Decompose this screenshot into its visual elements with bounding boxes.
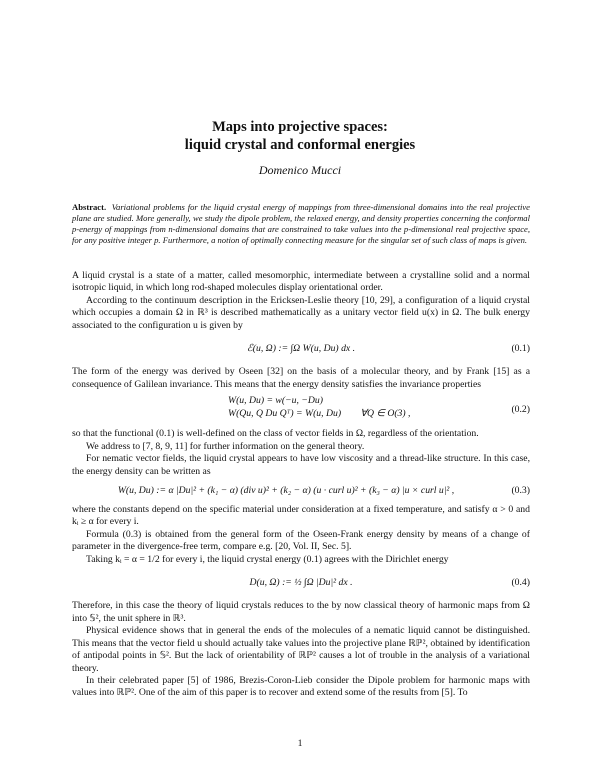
paragraph-3: The form of the energy was derived by Oseen [32] on the basis of a molecular theory, and by Frank [15] as a consequence of Galilean invariance. This means that the energy density satisfies the invariance properties — [72, 366, 530, 390]
paragraph-10: Therefore, in this case the theory of liquid crystals reduces to the by now classical theory of harmonic maps from Ω into 𝕊², the unit sphere in ℝ³. — [72, 600, 530, 624]
paragraph-5: We address to [7, 8, 9, 11] for further information on the general theory. — [86, 440, 365, 452]
equation-0-3-number: (0.3) — [511, 484, 530, 496]
paragraph-9: Taking kᵢ = α = 1/2 for every i, the liquid crystal energy (0.1) agrees with the Dirichlet energy — [86, 553, 449, 565]
equation-0-4-body: D(u, Ω) := ½ ∫Ω |Du|² dx . — [249, 577, 353, 589]
equation-0-4-number: (0.4) — [511, 577, 530, 589]
paper-title-line-2: liquid crystal and conformal energies — [184, 137, 416, 153]
abstract-text: Variational problems for the liquid crystal energy of mappings from three-dimensional domains into the real projective plane are studied. More generally, we study the dipole problem, the relaxed energy, and density properties concerning the conformal p-energy of mappings from n-dimensional domains that are constrained to take values into the p-dimensional real projective space, for any positive integer p. Furthermore, a notion of optimally connecting measure for the singular set of such class of maps is given. — [72, 202, 530, 245]
author-name: Domenico Mucci — [258, 163, 342, 177]
equation-0-2-line-1: W(u, Du) = w(−u, −Du) — [228, 395, 323, 407]
paper-title-line-1: Maps into projective spaces: — [212, 119, 388, 135]
equation-0-1-number: (0.1) — [511, 343, 530, 355]
page-number: 1 — [297, 738, 303, 749]
paragraph-1: A liquid crystal is a state of a matter, called mesomorphic, intermediate between a crystalline solid and a normal isotropic liquid, in which long rod-shaped molecules display orientational order. — [72, 270, 530, 294]
abstract-label: Abstract. — [72, 202, 107, 212]
equation-0-1 — [72, 332, 530, 366]
abstract — [72, 202, 530, 246]
paragraph-11: Physical evidence shows that in general the ends of the molecules of a nematic liquid cannot be distinguished. This means that the vector field u should actually take values into the projective plane ℝℙ², obtained by identification of antipodal points in 𝕊². But the lack of orientability of ℝℙ² causes a lot of trouble in the analysis of a variational theory. — [72, 625, 530, 674]
paragraph-8: Formula (0.3) is obtained from the general form of the Oseen-Frank energy density by means of a change of parameter in the divergence-free term, compare e.g. [20, Vol. II, Sec. 5]. — [72, 528, 530, 553]
equation-0-2-number: (0.2) — [511, 403, 530, 415]
equation-0-4 — [72, 566, 530, 600]
paragraph-4: so that the functional (0.1) is well-defined on the class of vector fields in Ω, regardless of the orientation. — [72, 428, 479, 440]
paragraph-6: For nematic vector fields, the liquid crystal appears to have low viscosity and a thread-like structure. In this case, the energy density can be written as — [72, 453, 530, 477]
paragraph-7: where the constants depend on the specific material under consideration at a fixed temperature, and satisfy α > 0 and kᵢ ≥ α for every i. — [72, 503, 530, 528]
paragraph-2: According to the continuum description in the Ericksen-Leslie theory [10, 29], a configuration of a liquid crystal which occupies a domain Ω in ℝ³ is described mathematically as a unitary vector field u(x) in Ω. The bulk energy associated to the configuration u is given by — [72, 294, 530, 331]
body-text — [72, 270, 530, 700]
paragraph-12: In their celebrated paper [5] of 1986, Brezis-Coron-Lieb consider the Dipole problem for harmonic maps with values into ℝℙ². One of the aim of this paper is to recover and extend some of the results from [5]. To — [72, 674, 530, 699]
equation-0-2-line-2: W(Qu, Q Du Qᵀ) = W(u, Du) ∀Q ∈ O(3) , — [228, 408, 411, 420]
equation-0-1-body: ℰ(u, Ω) := ∫Ω W(u, Du) dx . — [246, 343, 356, 355]
equation-0-2 — [72, 391, 530, 428]
equation-0-3-body: W(u, Du) := α |Du|² + (k₁ − α) (div u)² + (k₂ − α) (u · curl u)² + (k₃ − α) |u × curl u|² , — [117, 484, 455, 496]
equation-0-3 — [72, 478, 530, 504]
